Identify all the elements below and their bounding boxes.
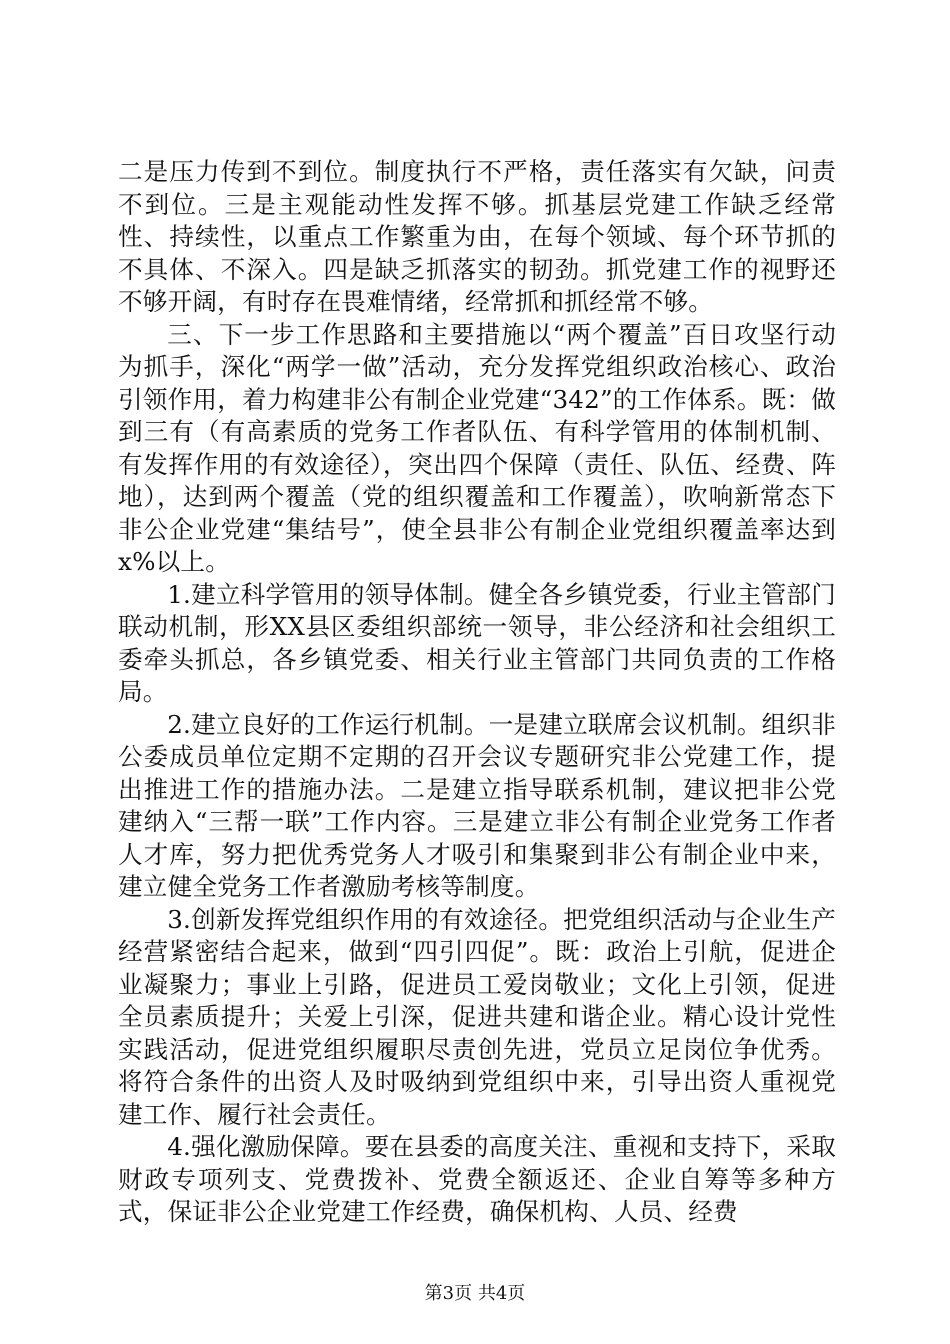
paragraph-item-4: 4.强化激励保障。要在县委的高度关注、重视和支持下，采取财政专项列支、党费拨补、党费全额返还、企业自筹等多种方式，保证非公企业党建工作经费，确保机构、人员、经费 — [118, 1132, 836, 1226]
paragraph-item-2: 2.建立良好的工作运行机制。一是建立联席会议机制。组织非公委成员单位定期不定期的召开会议专题研究非公党建工作，提出推进工作的措施办法。二是建立指导联系机制，建议把非公党建纳入“三帮一联”工作内容。三是建立非公有制企业党务工作者人才库，努力把优秀党务人才吸引和集聚到非公有制企业中来，建立健全党务工作者激励考核等制度。 — [118, 709, 836, 901]
paragraph-item-1: 1.建立科学管用的领导体制。健全各乡镇党委，行业主管部门联动机制，形XX县区委组织部统一领导，非公经济和社会组织工委牵头抓总，各乡镇党委、相关行业主管部门共同负责的工作格局。 — [118, 579, 836, 706]
paragraph-item-3: 3.创新发挥党组织作用的有效途径。把党组织活动与企业生产经营紧密结合起来，做到“四引四促”。既：政治上引航，促进企业凝聚力；事业上引路，促进员工爱岗敬业；文化上引领，促进全员素质提升；关爱上引深，促进共建和谐企业。精心设计党性实践活动，促进党组织履职尽责创先进，党员立足岗位争优秀。将符合条件的出资人及时吸纳到党组织中来，引导出资人重视党建工作、履行社会责任。 — [118, 904, 836, 1129]
paragraph-problems-continued: 二是压力传到不到位。制度执行不严格，责任落实有欠缺，问责不到位。三是主观能动性发挥不够。抓基层党建工作缺乏经常性、持续性，以重点工作繁重为由，在每个领域、每个环节抓的不具体、不深入。四是缺乏抓落实的韧劲。抓党建工作的视野还不够开阔，有时存在畏难情绪，经常抓和抓经常不够。 — [118, 157, 836, 316]
page-number-footer: 第3页 共4页 — [424, 1283, 526, 1304]
paragraph-next-steps: 三、下一步工作思路和主要措施以“两个覆盖”百日攻坚行动为抓手，深化“两学一做”活动，充分发挥党组织政治核心、政治引领作用，着力构建非公有制企业党建“342”的工作体系。既：做到三有（有高素质的党务工作者队伍、有科学管用的体制机制、有发挥作用的有效途径），突出四个保障（责任、队伍、经费、阵地），达到两个覆盖（党的组织覆盖和工作覆盖），吹响新常态下非公企业党建“集结号”，使全县非公有制企业党组织覆盖率达到x%以上。 — [118, 319, 836, 576]
document-body — [118, 156, 836, 1229]
